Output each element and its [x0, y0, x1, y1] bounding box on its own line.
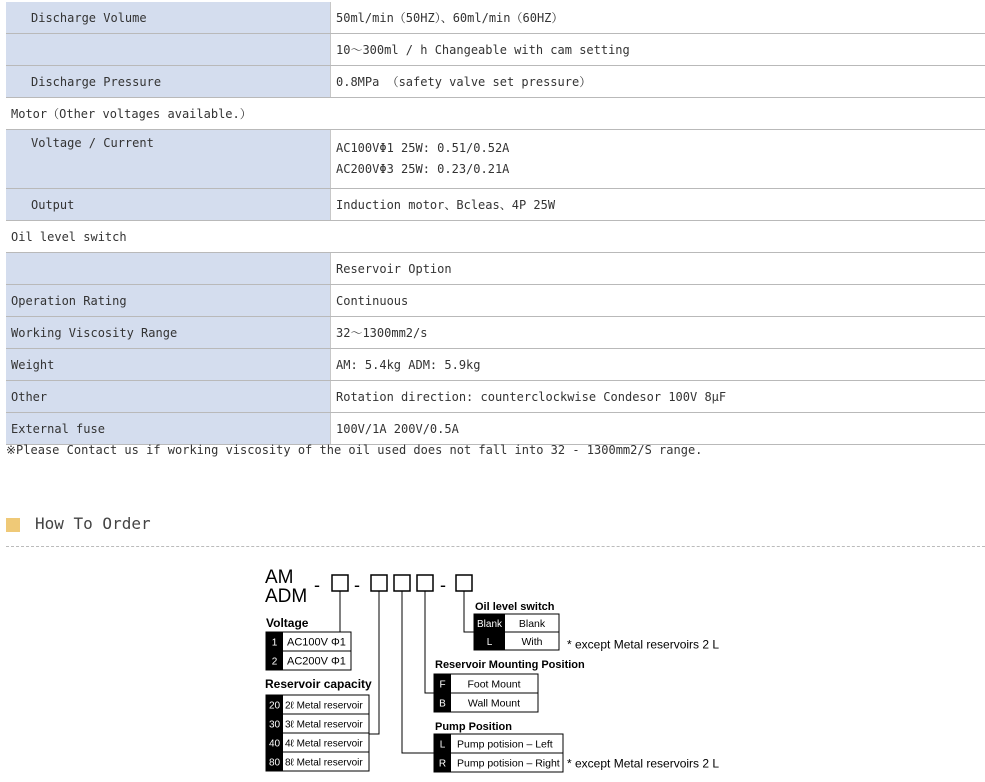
code-slot-mounting — [417, 575, 433, 591]
mounting-desc: Wall Mount — [467, 697, 521, 710]
spec-label: External fuse — [6, 413, 331, 445]
reservoir-desc: 8ℓ Metal reservoir — [285, 757, 363, 769]
code-slot-reservoir — [371, 575, 387, 591]
section-title: How To Order — [35, 514, 151, 533]
oil-switch-desc: With — [521, 636, 543, 648]
oil-switch-title: Oil level switch — [475, 601, 555, 613]
mounting-desc: Foot Mount — [467, 678, 521, 691]
spec-value: 50ml/min（50HZ）、60ml/min（60HZ） — [331, 2, 985, 34]
voltage-desc: AC200V Φ1 — [287, 655, 346, 668]
pump-position-title: Pump Position — [435, 721, 512, 733]
reservoir-code: 80 — [268, 757, 281, 769]
reservoir-desc: 2ℓ Metal reservoir — [285, 700, 363, 712]
spec-label: Operation Rating — [6, 285, 331, 317]
voltage-desc: AC100V Φ1 — [287, 636, 346, 649]
spec-label: Other — [6, 381, 331, 413]
oil-switch-code: Blank — [476, 619, 503, 630]
spec-value-line: AC100VΦ1 25W: 0.51/0.52A — [336, 141, 510, 155]
reservoir-code: 40 — [268, 738, 281, 750]
oil-switch-note: * except Metal reservoirs 2 L — [567, 637, 720, 652]
code-slot-oil-switch — [456, 575, 472, 591]
mounting-title: Reservoir Mounting Position — [435, 659, 585, 671]
spec-value: AM: 5.4kg ADM: 5.9kg — [331, 349, 985, 381]
code-separator: - — [354, 575, 360, 595]
viscosity-note: ※Please Contact us if working viscosity of the oil used does not fall into 32 - 1300mm2/S range. — [6, 443, 703, 457]
spec-label: Discharge Volume — [6, 2, 331, 34]
reservoir-desc: 4ℓ Metal reservoir — [285, 738, 363, 750]
spec-value: Rotation direction: counterclockwise Condesor 100V 8μF — [331, 381, 985, 413]
section-label: Oil level switch — [6, 221, 985, 253]
mounting-code: F — [439, 679, 446, 691]
oil-switch-code: L — [486, 637, 493, 648]
code-separator: - — [440, 575, 446, 595]
spec-value: 10〜300ml / h Changeable with cam setting — [331, 34, 985, 66]
spec-label: Output — [6, 189, 331, 221]
pump-position-desc: Pump potision – Left — [457, 738, 553, 751]
mounting-code: B — [439, 698, 446, 710]
spec-value: Reservoir Option — [331, 253, 985, 285]
code-slot-pump — [394, 575, 410, 591]
voltage-code: 1 — [271, 637, 278, 649]
voltage-code: 2 — [271, 656, 278, 668]
reservoir-code: 20 — [268, 700, 281, 712]
code-slot-voltage — [332, 575, 348, 591]
voltage-title: Voltage — [266, 616, 309, 630]
spec-value: 100V/1A 200V/0.5A — [331, 413, 985, 445]
spec-value: Continuous — [331, 285, 985, 317]
reservoir-code: 30 — [268, 719, 281, 731]
pump-position-desc: Pump potision – Right — [457, 757, 560, 770]
model-adm: ADM — [265, 586, 308, 607]
spec-label: Discharge Pressure — [6, 66, 331, 98]
pump-position-note: * except Metal reservoirs 2 L — [567, 756, 720, 771]
pump-position-code: R — [438, 758, 447, 770]
model-am: AM — [265, 567, 294, 588]
code-separator: - — [314, 575, 320, 595]
spec-value: 32〜1300mm2/s — [331, 317, 985, 349]
spec-value: Induction motor、Bcleas、4P 25W — [331, 189, 985, 221]
spec-label: Voltage / Current — [6, 130, 331, 189]
section-label: Motor（Other voltages available.） — [6, 98, 985, 130]
reservoir-desc: 3ℓ Metal reservoir — [285, 719, 363, 731]
spec-value: 0.8MPa （safety valve set pressure） — [331, 66, 985, 98]
oil-switch-desc: Blank — [518, 618, 546, 630]
spec-value-line: AC200VΦ3 25W: 0.23/0.21A — [336, 162, 510, 176]
reservoir-title: Reservoir capacity — [265, 677, 372, 691]
spec-label: Working Viscosity Range — [6, 317, 331, 349]
pump-position-code: L — [439, 739, 446, 751]
spec-label: Weight — [6, 349, 331, 381]
